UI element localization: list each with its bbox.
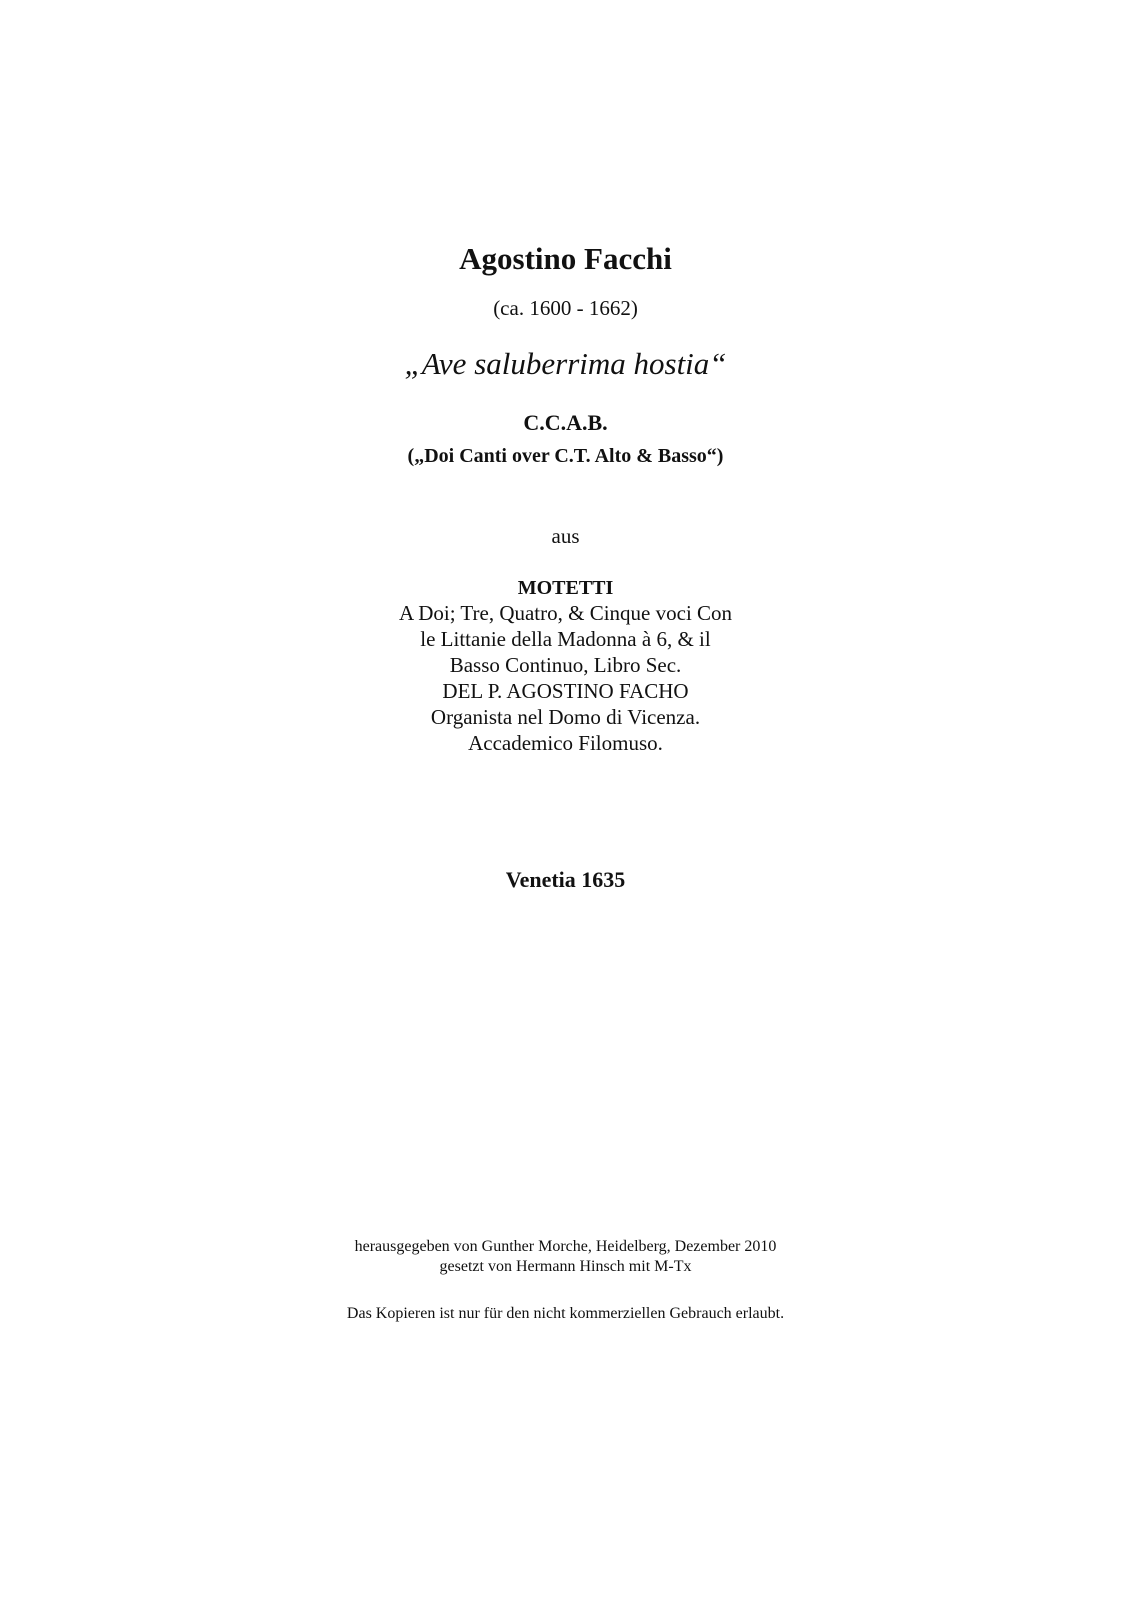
source-line: Organista nel Domo di Vicenza.: [430, 705, 701, 729]
composer-dates: (ca. 1600 - 1662): [493, 296, 638, 320]
imprint: Venetia 1635: [505, 867, 626, 892]
from-label: aus: [551, 524, 580, 548]
voicing-original: („Doi Canti over C.T. Alto & Basso“): [407, 445, 724, 467]
source-line: Basso Continuo, Libro Sec.: [449, 653, 682, 677]
copy-notice: Das Kopieren ist nur für den nicht kommerziellen Gebrauch erlaubt.: [346, 1305, 785, 1322]
voicing: C.C.A.B.: [523, 410, 608, 435]
source-line: le Littanie della Madonna à 6, & il: [420, 627, 711, 651]
source-line: DEL P. AGOSTINO FACHO: [442, 679, 689, 703]
editor-credit: herausgegeben von Gunther Morche, Heidelberg, Dezember 2010: [354, 1238, 777, 1255]
source-line: Accademico Filomuso.: [468, 731, 663, 755]
source-line: A Doi; Tre, Quatro, & Cinque voci Con: [398, 601, 733, 625]
work-title: „Ave saluberrima hostia“: [404, 346, 727, 381]
typesetting-credit: gesetzt von Hermann Hinsch mit M-Tx: [439, 1258, 692, 1275]
source-title: MOTETTI: [517, 577, 614, 599]
composer-name: Agostino Facchi: [459, 241, 672, 276]
